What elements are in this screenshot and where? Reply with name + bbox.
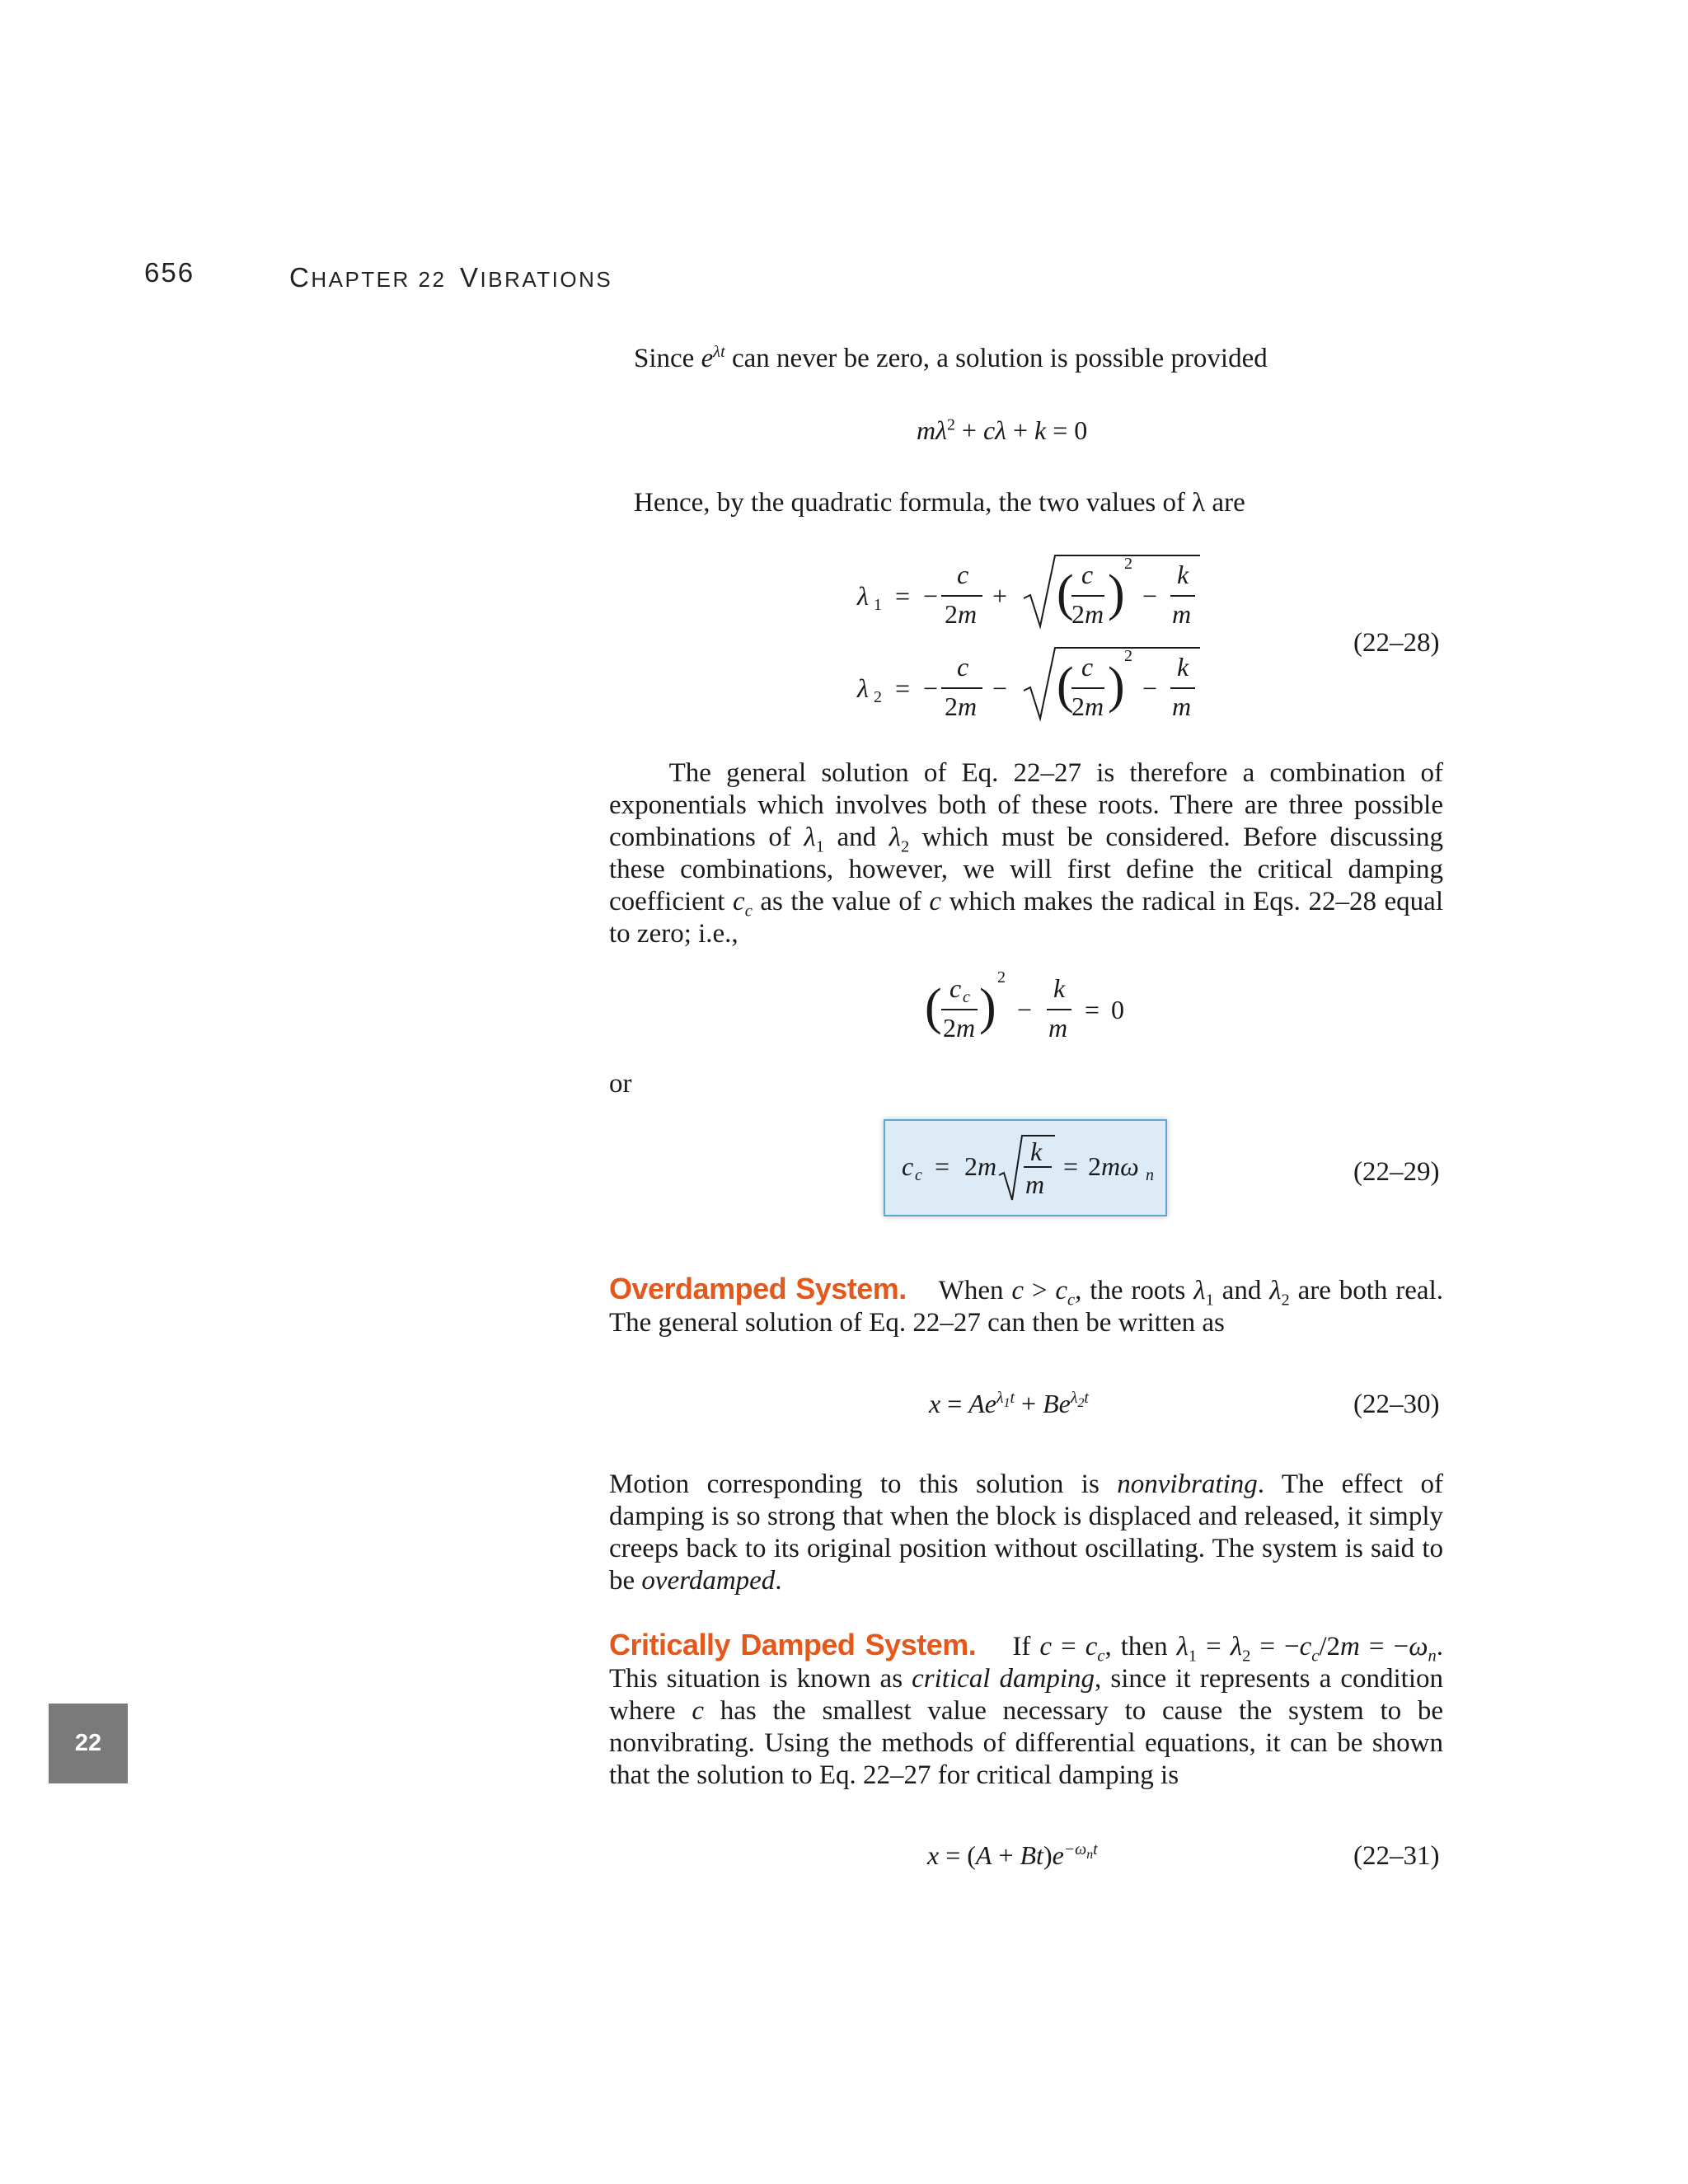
svg-text:2: 2 bbox=[1124, 555, 1132, 573]
svg-text:=: = bbox=[935, 1151, 950, 1181]
svg-text:−: − bbox=[923, 581, 939, 611]
svg-text:c: c bbox=[957, 652, 969, 682]
svg-text:=: = bbox=[1085, 995, 1100, 1024]
svg-text:0: 0 bbox=[1111, 995, 1124, 1024]
svg-text:λ: λ bbox=[857, 673, 869, 703]
svg-text:+: + bbox=[992, 581, 1008, 611]
svg-text:2mω: 2mω bbox=[1088, 1151, 1139, 1181]
svg-text:λ: λ bbox=[857, 581, 869, 611]
svg-text:=: = bbox=[1063, 1151, 1079, 1181]
svg-text:−: − bbox=[1142, 581, 1158, 611]
equation-number-22-29: (22–29) bbox=[1353, 1157, 1440, 1187]
svg-text:k: k bbox=[1030, 1137, 1043, 1166]
paragraph-hence: Hence, by the quadratic formula, the two values of λ are bbox=[634, 488, 1245, 518]
equation-lambda1 bbox=[854, 551, 1208, 630]
svg-text:m: m bbox=[1172, 691, 1192, 721]
equation-critical-solution: $x = (A + Bt)e^{-\omega_nt}$ bbox=[927, 1840, 1098, 1870]
svg-text:−: − bbox=[1017, 995, 1033, 1024]
svg-text:n: n bbox=[1146, 1166, 1154, 1184]
equation-critical-damping bbox=[902, 1127, 1165, 1214]
svg-text:=: = bbox=[895, 581, 911, 611]
svg-text:=: = bbox=[895, 673, 911, 703]
svg-text:2m: 2m bbox=[1071, 599, 1104, 629]
svg-text:): ) bbox=[1108, 565, 1125, 621]
svg-text:m: m bbox=[1048, 1013, 1068, 1043]
heading-overdamped: Overdamped System. bbox=[609, 1272, 907, 1305]
paragraph-since: Since $e^{\lambda t}$ can never be zero, a solution is possible provided bbox=[634, 343, 1268, 373]
svg-text:2m: 2m bbox=[945, 599, 978, 629]
svg-text:c: c bbox=[1081, 560, 1094, 589]
svg-text:1: 1 bbox=[874, 596, 882, 614]
equation-number-22-28: (22–28) bbox=[1353, 628, 1440, 658]
characteristic-equation: $m\lambda^2 + c\lambda + k = 0$ bbox=[917, 415, 1088, 445]
svg-text:c: c bbox=[915, 1166, 922, 1184]
svg-text:k: k bbox=[1177, 560, 1189, 589]
svg-text:c: c bbox=[963, 988, 970, 1006]
equation-number-22-31: (22–31) bbox=[1353, 1841, 1440, 1871]
text-or: or bbox=[609, 1069, 632, 1099]
paragraph-nonvibrating: Motion corresponding to this solution is nonvibrating. The effect of damping is so strong that when the block is displaced and released, it simply creeps back to its original position without oscillating. The system is said to be overdamped. bbox=[609, 1469, 1443, 1596]
svg-text:m: m bbox=[1025, 1169, 1045, 1199]
svg-text:2: 2 bbox=[874, 688, 882, 706]
paragraph-general-solution: The general solution of Eq. 22–27 is therefore a combination of exponentials which involves both of these roots. There are three possible combinations of $\lambda_1$ and $\lambda_2$ which must be considered. Before discussing these combinations, however, we will first define the critical damping coefficient $c_c$ as the value of c which makes the radical in Eqs. 22–28 equal to zero; i.e., bbox=[609, 758, 1443, 949]
svg-text:(: ( bbox=[1057, 658, 1074, 714]
equation-lambda2 bbox=[854, 643, 1208, 722]
svg-text:2m: 2m bbox=[964, 1151, 997, 1181]
page-number: 656 bbox=[144, 257, 195, 288]
svg-text:c: c bbox=[950, 973, 962, 1003]
svg-text:(: ( bbox=[925, 979, 942, 1035]
heading-critically-damped: Critically Damped System. bbox=[609, 1628, 977, 1661]
section-overdamped: Overdamped System. When $c > c_c$, the roots $\lambda_1$ and $\lambda_2$ are both real. The general solution of Eq. 22–27 can then be written as bbox=[609, 1272, 1443, 1338]
equation-radical-zero bbox=[925, 964, 1139, 1051]
svg-text:k: k bbox=[1177, 652, 1189, 682]
svg-text:): ) bbox=[979, 979, 996, 1035]
section-critically-damped: Critically Damped System. If $c = c_c$, then $\lambda_1 = \lambda_2 = -c_c/2m = -\omega_n$. This situation is known as critical damping, since it represents a condition where c has the smallest value necessary to cause the system to be nonvibrating. Using the methods of differential equations, it can be shown that the solution to Eq. 22–27 for critical damping is bbox=[609, 1628, 1443, 1790]
svg-text:−: − bbox=[992, 673, 1008, 703]
svg-text:c: c bbox=[957, 560, 969, 589]
svg-text:2m: 2m bbox=[945, 691, 978, 721]
svg-text:−: − bbox=[1142, 673, 1158, 703]
chapter-title: VIBRATIONS bbox=[460, 262, 613, 293]
chapter-tab: 22 bbox=[49, 1704, 128, 1783]
equation-number-22-30: (22–30) bbox=[1353, 1390, 1440, 1419]
svg-text:2: 2 bbox=[997, 968, 1006, 987]
svg-text:2m: 2m bbox=[1071, 691, 1104, 721]
svg-text:(: ( bbox=[1057, 565, 1074, 621]
chapter-label: CHAPTER 22 bbox=[289, 262, 447, 293]
svg-text:): ) bbox=[1108, 658, 1125, 714]
svg-text:2: 2 bbox=[1124, 647, 1132, 665]
svg-text:k: k bbox=[1053, 973, 1066, 1003]
svg-text:c: c bbox=[902, 1151, 914, 1181]
equation-overdamped-solution: $x = Ae^{\lambda_1t} + Be^{\lambda_2t}$ bbox=[929, 1389, 1089, 1418]
svg-text:m: m bbox=[1172, 599, 1192, 629]
svg-text:−: − bbox=[923, 673, 939, 703]
svg-text:2m: 2m bbox=[943, 1013, 976, 1043]
svg-text:c: c bbox=[1081, 652, 1094, 682]
